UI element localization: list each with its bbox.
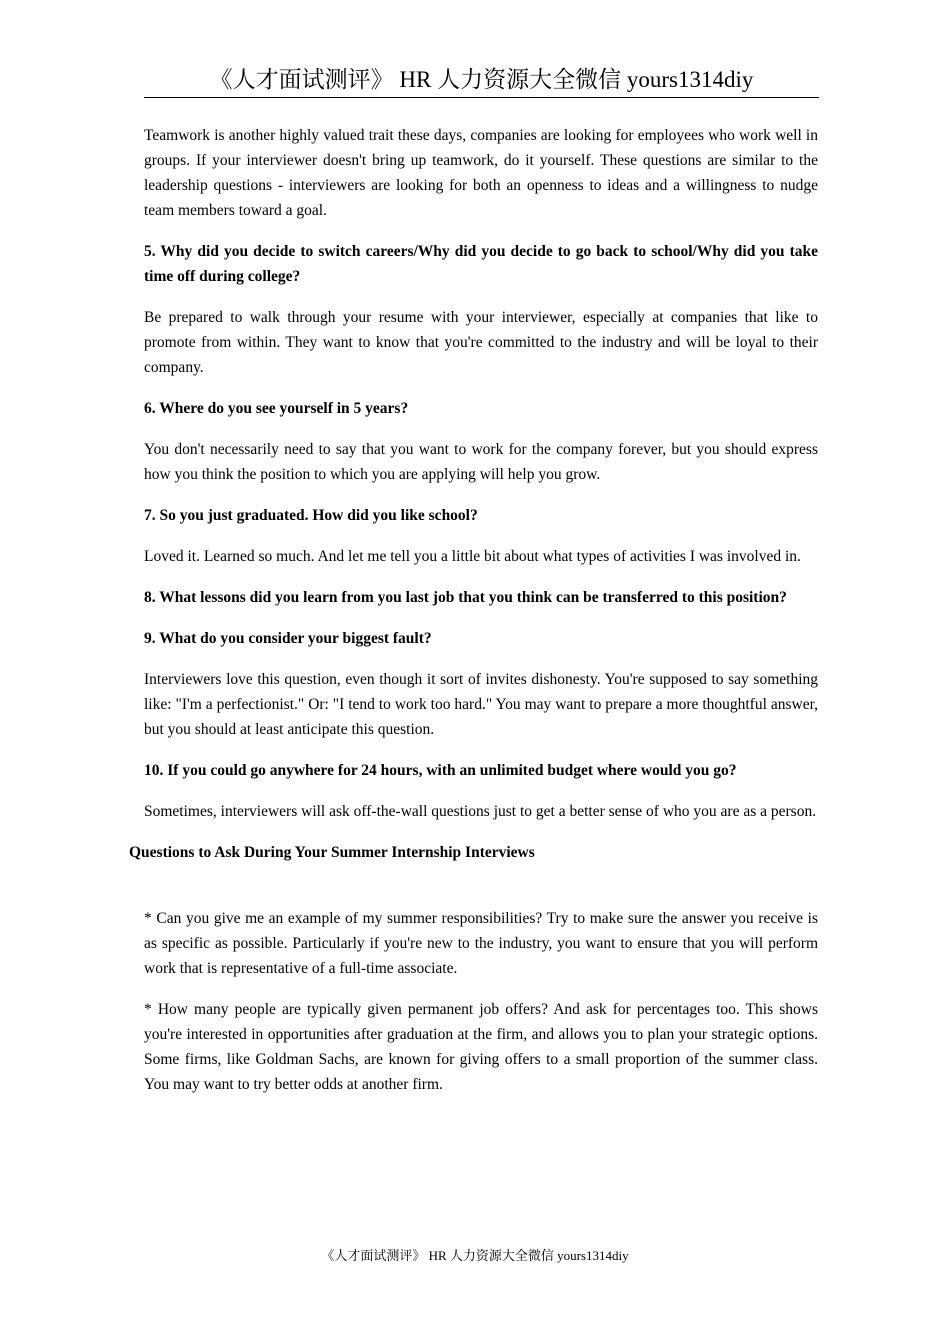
document-body (129, 123, 818, 1113)
question-6: 6. Where do you see yourself in 5 years? (144, 400, 409, 417)
paragraph-teamwork: Teamwork is another highly valued trait these days, companies are looking for employees who work well in groups. If your interviewer doesn't bring up teamwork, do it yourself. These questions are similar to the leadership questions - interviewers are looking for both an openness to ideas and a willingness to nudge team members toward a goal. (144, 127, 818, 219)
page-footer: 《人才面试测评》 HR 人力资源大全微信 yours1314diy (321, 1248, 629, 1263)
question-7: 7. So you just graduated. How did you like school? (144, 507, 478, 524)
answer-10: Sometimes, interviewers will ask off-the-wall questions just to get a better sense of who you are as a person. (144, 803, 817, 820)
answer-5: Be prepared to walk through your resume with your interviewer, especially at companies that like to promote from within. They want to know that you're committed to the industry and will be loyal to their company. (144, 309, 818, 376)
page-header: 《人才面试测评》 HR 人力资源大全微信 yours1314diy (144, 64, 819, 98)
bullet-item-1: * Can you give me an example of my summer responsibilities? Try to make sure the answer you receive is as specific as possible. Particularly if you're new to the industry, you want to ensure that you will perform work that is representative of a full-time associate. (144, 910, 818, 977)
answer-9: Interviewers love this question, even though it sort of invites dishonesty. You're supposed to say something like: "I'm a perfectionist." Or: "I tend to work too hard." You may want to prepare a more thoughtful answer, but you should at least anticipate this question. (144, 671, 818, 738)
section-title: Questions to Ask During Your Summer Internship Interviews (129, 844, 535, 861)
answer-7: Loved it. Learned so much. And let me tell you a little bit about what types of activities I was involved in. (144, 548, 801, 565)
answer-6: You don't necessarily need to say that you want to work for the company forever, but you should express how you think the position to which you are applying will help you grow. (144, 441, 818, 483)
question-9: 9. What do you consider your biggest fault? (144, 630, 432, 647)
question-10: 10. If you could go anywhere for 24 hours, with an unlimited budget where would you go? (144, 762, 737, 779)
question-8: 8. What lessons did you learn from you last job that you think can be transferred to this position? (144, 589, 787, 606)
question-5: 5. Why did you decide to switch careers/Why did you decide to go back to school/Why did you take time off during college? (144, 243, 818, 285)
bullet-item-2: * How many people are typically given permanent job offers? And ask for percentages too. This shows you're interested in opportunities after graduation at the firm, and allows you to plan your strategic options. Some firms, like Goldman Sachs, are known for giving offers to a small proportion of the summer class. You may want to try better odds at another firm. (144, 1001, 818, 1093)
